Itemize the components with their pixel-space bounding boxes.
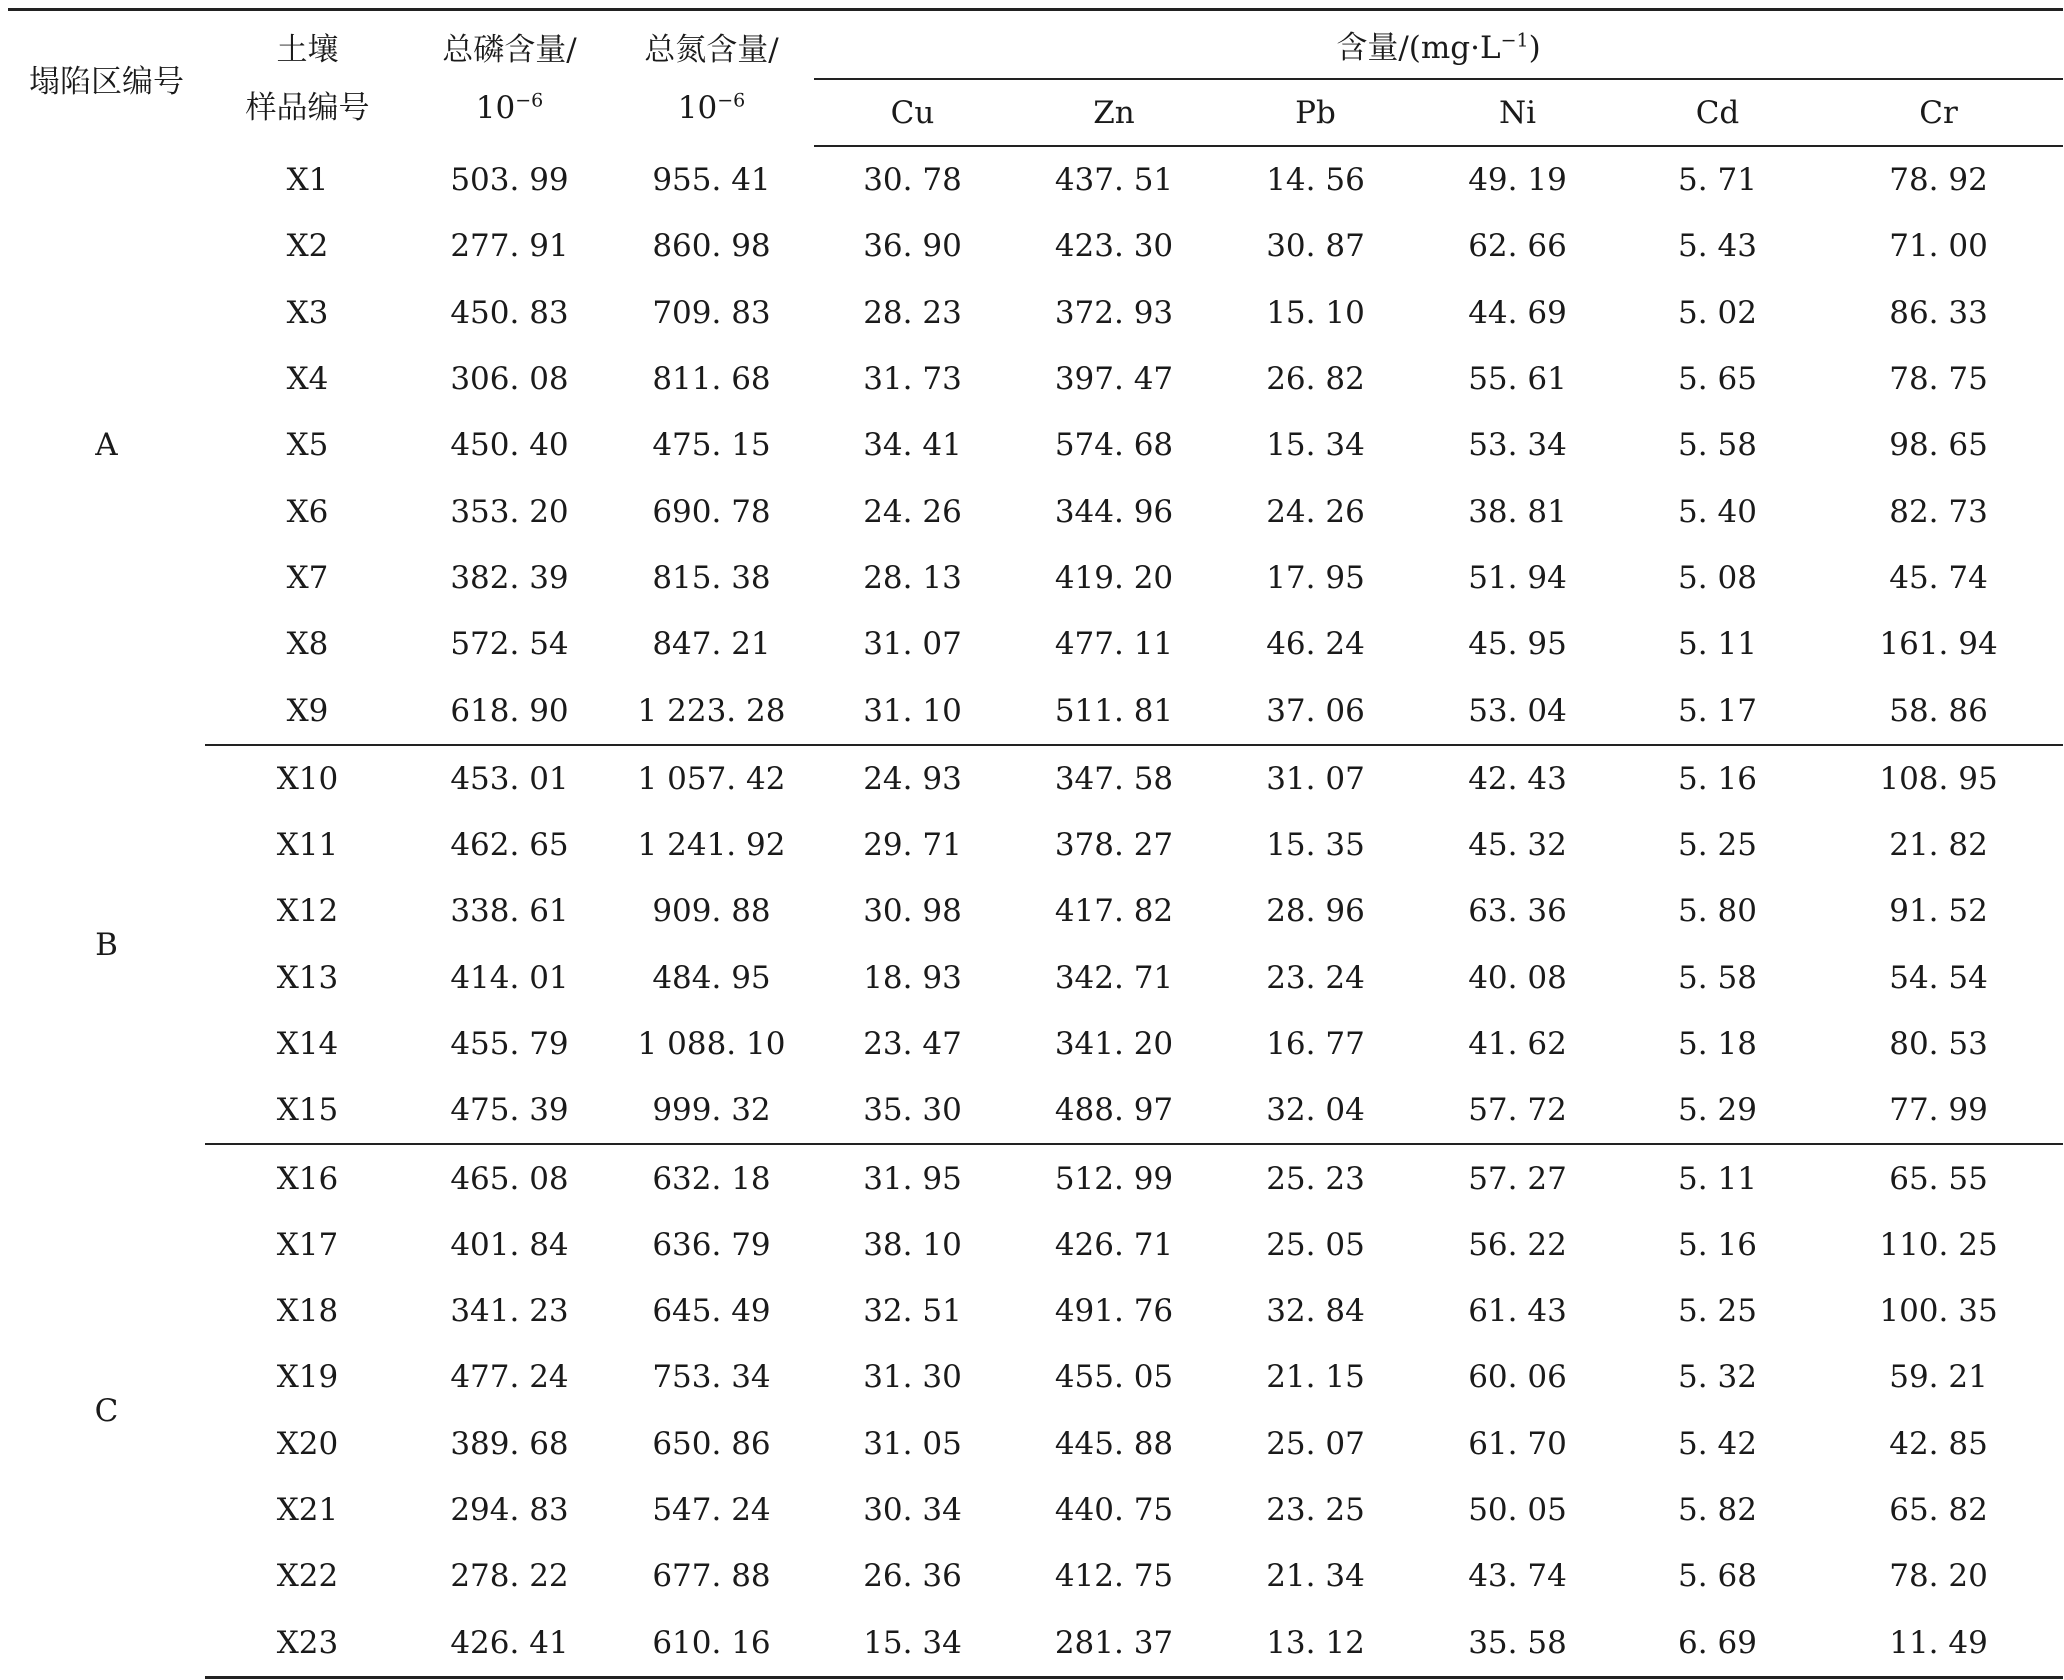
table-row	[8, 611, 2063, 677]
cell-ni: 44. 69	[1468, 294, 1567, 331]
soil-heavy-metal-table	[8, 8, 2063, 1679]
cell-zn: 423. 30	[1054, 228, 1174, 265]
cell-tp: 353. 20	[450, 493, 569, 530]
cell-sample: X19	[276, 1359, 339, 1396]
cell-tn: 645. 49	[652, 1293, 771, 1330]
cell-cr: 78. 92	[1889, 162, 1988, 199]
cell-sample: X15	[205, 1077, 410, 1144]
cell-ni: 57. 72	[1414, 1077, 1621, 1144]
cell-ni: 56. 22	[1468, 1226, 1567, 1263]
cell-sample: X3	[286, 294, 329, 331]
table-row	[8, 412, 2063, 478]
cell-cr: 42. 85	[1889, 1425, 1988, 1462]
cell-tp: 426. 41	[410, 1610, 609, 1678]
cell-sample: X21	[276, 1492, 339, 1529]
cell-area: B	[95, 926, 118, 963]
cell-cd: 5. 68	[1678, 1558, 1757, 1595]
cell-tp: 382. 39	[450, 559, 569, 596]
cell-pb: 30. 87	[1266, 228, 1365, 265]
header-pb: Pb	[1217, 79, 1414, 146]
cell-cd: 5. 08	[1678, 559, 1757, 596]
cell-cu: 18. 93	[863, 959, 962, 996]
cell-ni: 53. 34	[1468, 427, 1567, 464]
header-cu: Cu	[814, 79, 1011, 146]
cell-pb: 25. 05	[1266, 1226, 1365, 1263]
table-row	[8, 1077, 2063, 1144]
cell-ni: 49. 19	[1468, 162, 1567, 199]
table-row	[8, 1212, 2063, 1278]
table-row	[8, 1477, 2063, 1543]
cell-tp: 618. 90	[410, 677, 609, 744]
cell-zn: 437. 51	[1054, 162, 1174, 199]
cell-pb: 14. 56	[1266, 162, 1365, 199]
cell-tn: 709. 83	[652, 294, 771, 331]
table-row	[8, 280, 2063, 346]
cell-cd: 5. 11	[1678, 1160, 1757, 1197]
cell-cr: 91. 52	[1889, 893, 1988, 930]
cell-area: C	[94, 1392, 119, 1429]
table-row	[8, 1144, 2063, 1211]
cell-cd: 5. 11	[1678, 626, 1757, 663]
cell-tp: 475. 39	[410, 1077, 609, 1144]
cell-sample: X2	[286, 228, 329, 265]
cell-cd: 5. 40	[1678, 493, 1757, 530]
cell-pb: 15. 10	[1266, 294, 1365, 331]
cell-cu: 15. 34	[814, 1610, 1011, 1678]
cell-zn: 419. 20	[1054, 559, 1174, 596]
cell-cu: 23. 47	[863, 1026, 962, 1062]
cell-pb: 23. 24	[1266, 959, 1365, 996]
cell-cd: 5. 16	[1678, 1226, 1757, 1263]
header-tn-unit	[609, 79, 814, 137]
cell-zn: 372. 93	[1054, 294, 1174, 331]
cell-cr: 11. 49	[1814, 1610, 2063, 1678]
cell-tn: 815. 38	[652, 559, 771, 596]
header-tn-base: 10	[677, 89, 718, 126]
cell-cu: 24. 26	[863, 493, 962, 530]
table-row	[8, 1543, 2063, 1609]
cell-sample: X20	[276, 1425, 339, 1462]
cell-cd: 5. 80	[1678, 893, 1757, 930]
cell-cd: 5. 02	[1678, 294, 1757, 331]
cell-ni: 62. 66	[1468, 228, 1567, 265]
cell-cd: 5. 42	[1678, 1425, 1757, 1462]
cell-cr: 45. 74	[1889, 559, 1988, 596]
cell-cd: 5. 25	[1678, 1293, 1757, 1330]
cell-tn: 650. 86	[652, 1425, 771, 1462]
cell-pb: 17. 95	[1266, 559, 1365, 596]
cell-pb: 13. 12	[1217, 1610, 1414, 1678]
cell-sample: X23	[205, 1610, 410, 1678]
cell-cu: 34. 41	[863, 427, 962, 464]
cell-sample: X11	[276, 827, 339, 864]
cell-tn: 909. 88	[652, 893, 771, 930]
header-cr: Cr	[1814, 79, 2063, 146]
cell-zn: 512. 99	[1054, 1160, 1174, 1197]
cell-ni: 42. 43	[1468, 760, 1567, 797]
header-tp-unit	[410, 79, 609, 137]
cell-sample: X22	[276, 1558, 339, 1595]
cell-pb: 15. 34	[1266, 427, 1365, 464]
cell-cd: 5. 18	[1678, 1026, 1757, 1062]
cell-cr: 110. 25	[1879, 1226, 1998, 1263]
table-row	[8, 1411, 2063, 1477]
header-sample-line1: 土壤	[276, 31, 339, 68]
table-row	[8, 878, 2063, 944]
cell-tp: 341. 23	[450, 1293, 569, 1330]
cell-tn: 547. 24	[652, 1492, 771, 1529]
table-row	[8, 1610, 2063, 1678]
cell-cu: 24. 93	[863, 760, 962, 797]
cell-sample: X14	[276, 1026, 339, 1062]
cell-pb: 15. 35	[1266, 827, 1365, 864]
cell-sample: X7	[286, 559, 329, 596]
cell-zn: 344. 96	[1054, 493, 1174, 530]
cell-cr: 108. 95	[1879, 760, 1998, 797]
cell-cd: 6. 69	[1621, 1610, 1814, 1678]
cell-tp: 294. 83	[450, 1492, 569, 1529]
header-sample	[205, 10, 410, 147]
cell-cu: 36. 90	[863, 228, 962, 265]
cell-cr: 65. 82	[1889, 1492, 1988, 1529]
header-tp-exp: −6	[515, 89, 544, 112]
cell-tn: 475. 15	[652, 427, 771, 464]
table-row	[8, 677, 2063, 744]
cell-cu: 30. 34	[863, 1492, 962, 1529]
cell-zn: 397. 47	[1054, 361, 1174, 398]
cell-pb: 24. 26	[1266, 493, 1365, 530]
header-cd: Cd	[1621, 79, 1814, 146]
cell-sample: X4	[286, 361, 329, 398]
cell-cr: 58. 86	[1814, 677, 2063, 744]
cell-zn: 426. 71	[1054, 1226, 1174, 1263]
cell-tn: 811. 68	[652, 361, 771, 398]
cell-tp: 450. 40	[450, 427, 569, 464]
cell-zn: 341. 20	[1054, 1026, 1174, 1062]
cell-ni: 61. 70	[1468, 1425, 1567, 1462]
cell-cu: 29. 71	[863, 827, 962, 864]
cell-ni: 43. 74	[1468, 1558, 1567, 1595]
cell-tn: 1 223. 28	[609, 677, 814, 744]
cell-cd: 5. 65	[1678, 361, 1757, 398]
header-tp-base: 10	[475, 89, 516, 126]
cell-pb: 26. 82	[1266, 361, 1365, 398]
table-row	[8, 1344, 2063, 1410]
table-row	[8, 1011, 2063, 1077]
cell-ni: 45. 32	[1468, 827, 1567, 864]
cell-tp: 477. 24	[450, 1359, 569, 1396]
cell-tp: 465. 08	[450, 1160, 569, 1197]
cell-sample: X8	[286, 626, 329, 663]
cell-cd: 5. 29	[1621, 1077, 1814, 1144]
cell-tp: 462. 65	[450, 827, 569, 864]
cell-cd: 5. 58	[1678, 427, 1757, 464]
table-row	[8, 1278, 2063, 1344]
cell-cd: 5. 17	[1621, 677, 1814, 744]
cell-tp: 453. 01	[450, 760, 569, 797]
cell-tp: 450. 83	[450, 294, 569, 331]
table-row	[8, 346, 2063, 412]
cell-cd: 5. 16	[1678, 760, 1757, 797]
cell-zn: 445. 88	[1054, 1425, 1174, 1462]
cell-tp: 306. 08	[450, 361, 569, 398]
cell-tn: 1 088. 10	[637, 1026, 786, 1062]
cell-cu: 28. 23	[863, 294, 962, 331]
cell-ni: 38. 81	[1468, 493, 1567, 530]
header-row-1	[8, 10, 2063, 80]
cell-cd: 5. 32	[1678, 1359, 1757, 1396]
cell-sample: X16	[276, 1160, 339, 1197]
cell-pb: 28. 96	[1266, 893, 1365, 930]
cell-ni: 51. 94	[1468, 559, 1567, 596]
cell-cu: 31. 10	[814, 677, 1011, 744]
cell-tp: 414. 01	[450, 959, 569, 996]
cell-tn: 690. 78	[652, 493, 771, 530]
cell-pb: 32. 84	[1266, 1293, 1365, 1330]
cell-cr: 80. 53	[1889, 1026, 1988, 1062]
cell-zn: 347. 58	[1054, 760, 1174, 797]
header-total-nitrogen	[609, 10, 814, 147]
cell-cr: 98. 65	[1889, 427, 1988, 464]
cell-sample: X17	[276, 1226, 339, 1263]
cell-tn: 610. 16	[609, 1610, 814, 1678]
header-content-group	[814, 10, 2063, 80]
cell-cu: 30. 78	[863, 162, 962, 199]
header-content-exp: −1	[1500, 29, 1529, 52]
cell-cu: 32. 51	[863, 1293, 962, 1330]
cell-ni: 61. 43	[1468, 1293, 1567, 1330]
cell-cr: 161. 94	[1879, 626, 1998, 663]
cell-cu: 31. 95	[863, 1160, 962, 1197]
cell-cr: 77. 99	[1814, 1077, 2063, 1144]
cell-area: A	[95, 427, 118, 464]
cell-cr: 82. 73	[1889, 493, 1988, 530]
cell-sample: X9	[205, 677, 410, 744]
cell-ni: 53. 04	[1414, 677, 1621, 744]
cell-cr: 100. 35	[1879, 1293, 1998, 1330]
cell-zn: 477. 11	[1054, 626, 1174, 663]
cell-cr: 65. 55	[1889, 1160, 1988, 1197]
cell-pb: 21. 15	[1266, 1359, 1365, 1396]
cell-cr: 71. 00	[1889, 228, 1988, 265]
cell-cu: 31. 05	[863, 1425, 962, 1462]
cell-cr: 21. 82	[1889, 827, 1988, 864]
cell-tn: 1 241. 92	[637, 827, 786, 864]
cell-cu: 35. 30	[814, 1077, 1011, 1144]
header-tp-line1: 总磷含量/	[442, 31, 577, 68]
cell-pb: 25. 23	[1266, 1160, 1365, 1197]
cell-zn: 417. 82	[1054, 893, 1174, 930]
cell-pb: 21. 34	[1266, 1558, 1365, 1595]
cell-sample: X18	[276, 1293, 339, 1330]
cell-pb: 46. 24	[1266, 626, 1365, 663]
header-zn: Zn	[1011, 79, 1217, 146]
cell-zn: 412. 75	[1054, 1558, 1174, 1595]
table-body	[8, 146, 2063, 1677]
cell-zn: 440. 75	[1054, 1492, 1174, 1529]
cell-cr: 59. 21	[1889, 1359, 1988, 1396]
cell-ni: 60. 06	[1468, 1359, 1567, 1396]
table-row	[8, 478, 2063, 544]
cell-cr: 54. 54	[1889, 959, 1988, 996]
header-ni: Ni	[1414, 79, 1621, 146]
header-area: 塌陷区编号	[8, 10, 205, 147]
cell-tp: 278. 22	[450, 1558, 569, 1595]
cell-sample: X6	[286, 493, 329, 530]
cell-cr: 78. 75	[1889, 361, 1988, 398]
cell-ni: 45. 95	[1468, 626, 1567, 663]
cell-tn: 847. 21	[652, 626, 771, 663]
cell-ni: 50. 05	[1468, 1492, 1567, 1529]
cell-ni: 63. 36	[1468, 893, 1567, 930]
cell-cr: 78. 20	[1889, 1558, 1988, 1595]
cell-tp: 503. 99	[450, 161, 569, 198]
cell-zn: 488. 97	[1011, 1077, 1217, 1144]
cell-tp: 401. 84	[450, 1226, 569, 1263]
header-content-suffix: )	[1528, 30, 1541, 66]
cell-tn: 860. 98	[652, 228, 771, 265]
cell-tp: 572. 54	[450, 626, 569, 663]
table-row	[8, 745, 2063, 812]
header-content-prefix: 含量/(mg·L	[1336, 30, 1501, 66]
header-total-phosphorus	[410, 10, 609, 147]
cell-tn: 484. 95	[652, 959, 771, 996]
cell-sample: X1	[286, 161, 329, 198]
table-row	[8, 545, 2063, 611]
cell-tp: 389. 68	[450, 1425, 569, 1462]
cell-tp: 338. 61	[450, 893, 569, 930]
cell-cr: 86. 33	[1889, 294, 1988, 331]
cell-pb: 37. 06	[1217, 677, 1414, 744]
cell-pb: 23. 25	[1266, 1492, 1365, 1529]
cell-sample: X13	[276, 959, 339, 996]
cell-cu: 31. 73	[863, 361, 962, 398]
header-tn-line1: 总氮含量/	[644, 31, 779, 68]
cell-ni: 57. 27	[1468, 1160, 1567, 1197]
table-row	[8, 812, 2063, 878]
cell-ni: 55. 61	[1468, 361, 1567, 398]
cell-pb: 16. 77	[1266, 1026, 1365, 1062]
cell-sample: X5	[286, 427, 329, 464]
cell-ni: 40. 08	[1468, 959, 1567, 996]
cell-pb: 25. 07	[1266, 1425, 1365, 1462]
cell-sample: X10	[276, 760, 339, 797]
cell-cu: 38. 10	[863, 1226, 962, 1263]
table-row	[8, 213, 2063, 279]
cell-cd: 5. 71	[1678, 162, 1757, 199]
cell-tn: 955. 41	[652, 161, 771, 198]
cell-tp: 277. 91	[450, 228, 569, 265]
cell-sample: X12	[276, 893, 339, 930]
cell-tn: 999. 32	[609, 1077, 814, 1144]
cell-cd: 5. 43	[1678, 228, 1757, 265]
cell-cd: 5. 58	[1678, 959, 1757, 996]
cell-zn: 342. 71	[1054, 959, 1174, 996]
table-row	[8, 146, 2063, 213]
cell-zn: 574. 68	[1054, 427, 1174, 464]
cell-cu: 31. 07	[863, 626, 962, 663]
table-row	[8, 945, 2063, 1011]
cell-zn: 281. 37	[1011, 1610, 1217, 1678]
cell-tn: 677. 88	[652, 1558, 771, 1595]
cell-pb: 32. 04	[1217, 1077, 1414, 1144]
cell-cu: 26. 36	[863, 1558, 962, 1595]
cell-pb: 31. 07	[1266, 760, 1365, 797]
cell-ni: 35. 58	[1414, 1610, 1621, 1678]
cell-tn: 753. 34	[652, 1359, 771, 1396]
cell-zn: 511. 81	[1011, 677, 1217, 744]
cell-cd: 5. 25	[1678, 827, 1757, 864]
cell-zn: 491. 76	[1054, 1293, 1174, 1330]
cell-ni: 41. 62	[1468, 1026, 1567, 1062]
header-tn-exp: −6	[717, 89, 746, 112]
cell-tn: 632. 18	[652, 1160, 771, 1197]
cell-zn: 378. 27	[1054, 827, 1174, 864]
cell-tn: 636. 79	[652, 1226, 771, 1263]
cell-cu: 30. 98	[863, 893, 962, 930]
table-header	[8, 10, 2063, 147]
cell-tp: 455. 79	[450, 1026, 569, 1062]
header-sample-line2: 样品编号	[245, 89, 370, 126]
cell-cu: 31. 30	[863, 1359, 962, 1396]
cell-cu: 28. 13	[863, 559, 962, 596]
cell-cd: 5. 82	[1678, 1492, 1757, 1529]
cell-zn: 455. 05	[1054, 1359, 1174, 1396]
cell-tn: 1 057. 42	[637, 760, 786, 797]
